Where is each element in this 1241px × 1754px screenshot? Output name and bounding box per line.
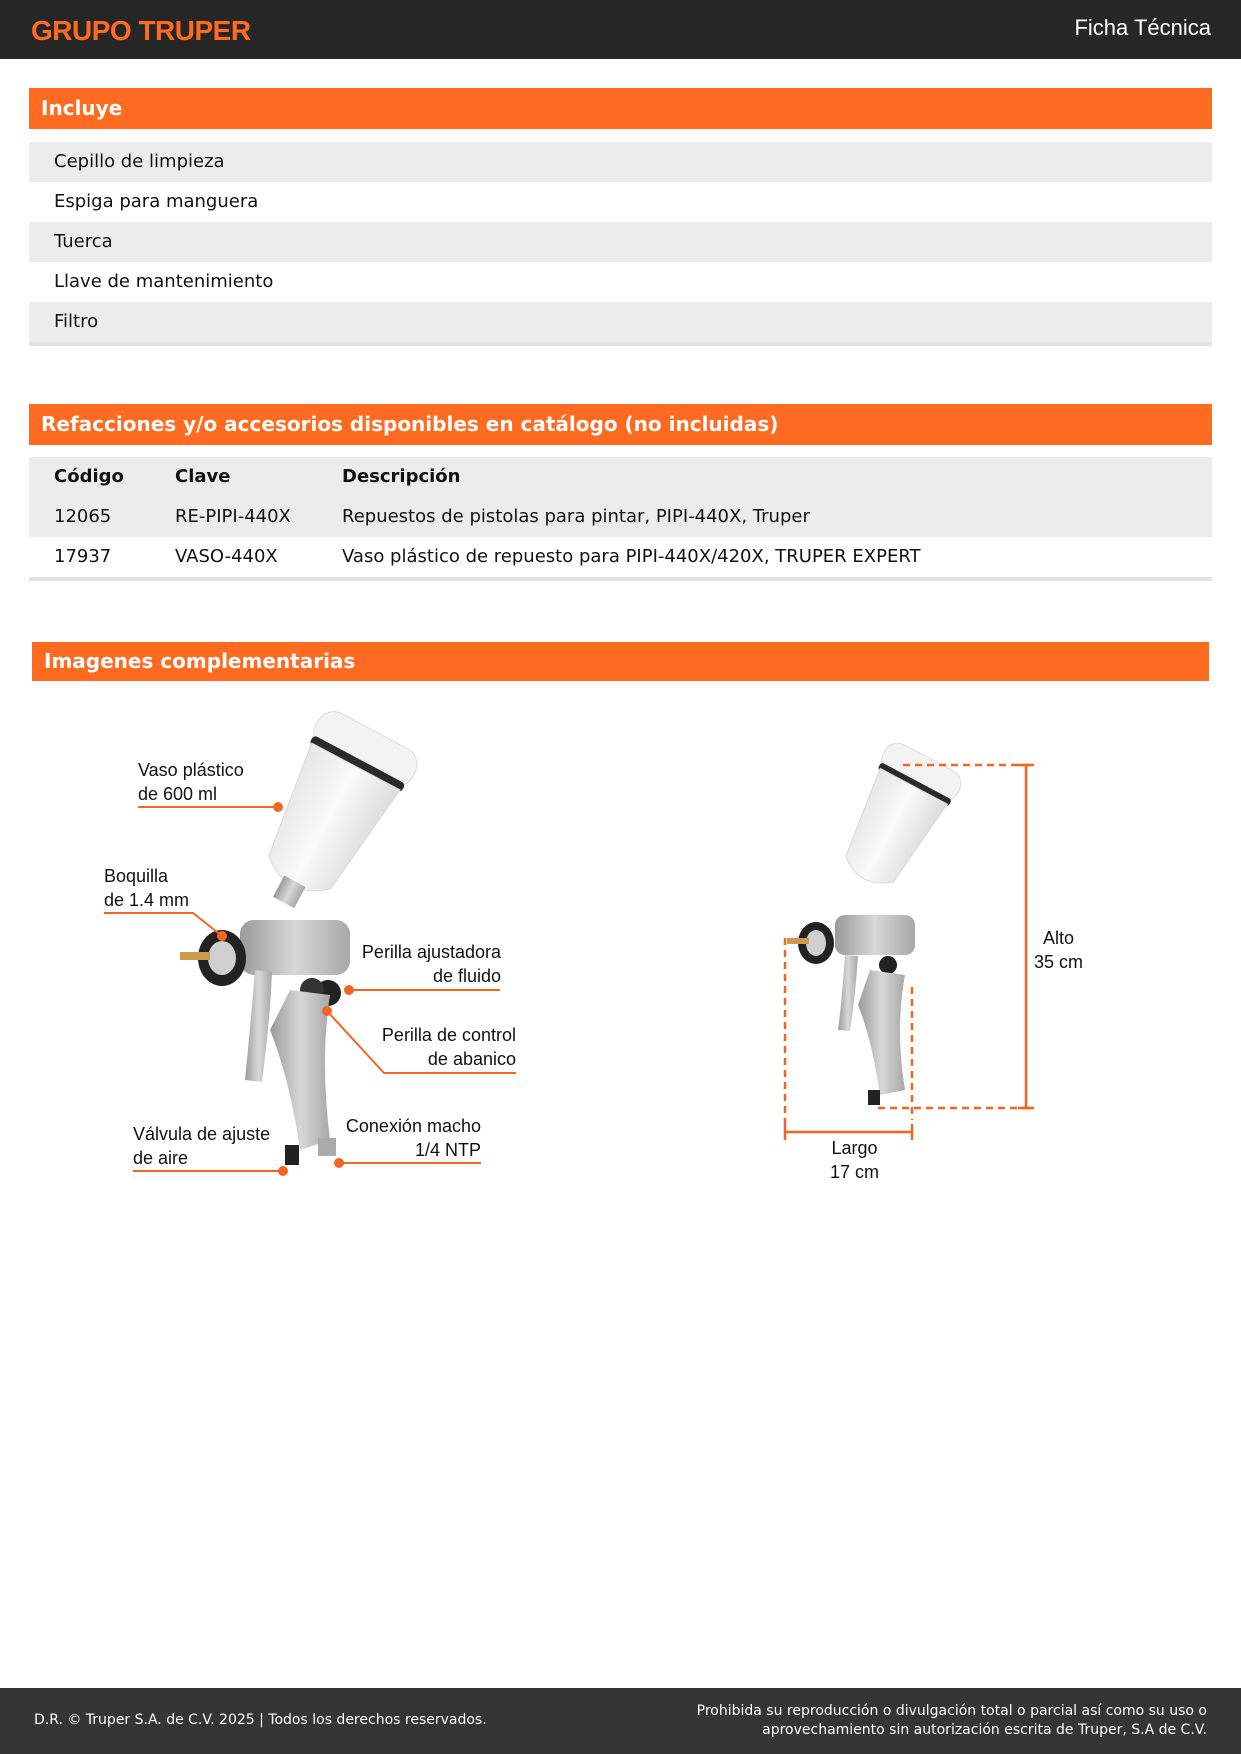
callout-fan-knob: Perilla de control de abanico — [381, 1025, 516, 1069]
legal-notice: Prohibida su reproducción o divulgación total o parcial así como su uso o aprovechamiento sin autorización escrita de Truper, S.A de C.V. — [696, 1703, 1207, 1738]
column-header-description: Descripción — [342, 466, 461, 487]
accessories-table — [29, 457, 1212, 581]
copyright-text: D.R. © Truper S.A. de C.V. 2025 | Todos los derechos reservados. — [34, 1712, 487, 1728]
list-item: Filtro — [29, 302, 1212, 342]
brand-logo: GRUPO TRUPER — [31, 15, 251, 46]
divider — [29, 577, 1212, 581]
list-item: Espiga para manguera — [54, 191, 259, 212]
dimension-height: Alto 35 cm — [1034, 928, 1084, 972]
divider — [29, 342, 1212, 346]
column-header-key: Clave — [175, 466, 231, 487]
cell-key: RE-PIPI-440X — [175, 506, 291, 527]
cell-code: 12065 — [54, 506, 112, 527]
cell-description: Vaso plástico de repuesto para PIPI-440X/420X, TRUPER EXPERT — [342, 546, 921, 567]
includes-list — [29, 142, 1212, 346]
images-heading: Imagenes complementarias — [32, 642, 1209, 681]
document-type: Ficha Técnica — [1074, 15, 1211, 40]
spray-gun-right-image — [787, 738, 966, 1105]
dimension-length: Largo 17 cm — [830, 1138, 880, 1182]
callout-air-valve: Válvula de ajuste de aire — [133, 1124, 271, 1168]
callout-cup: Vaso plástico de 600 ml — [138, 760, 244, 804]
table-row — [29, 497, 1212, 537]
includes-heading: Incluye — [29, 88, 1212, 129]
footer — [0, 1688, 1241, 1754]
list-item: Tuerca — [29, 222, 1212, 262]
column-header-code: Código — [54, 466, 124, 487]
complementary-images — [0, 700, 1241, 1220]
table-row — [29, 537, 1212, 577]
accessories-heading: Refacciones y/o accesorios disponibles en catálogo (no incluidas) — [29, 404, 1212, 445]
callout-fluid-knob: Perilla ajustadora de fluido — [361, 942, 501, 986]
list-item: Cepillo de limpieza — [29, 142, 1212, 182]
top-bar — [0, 0, 1241, 59]
callout-connector: Conexión macho 1/4 NTP — [345, 1116, 481, 1160]
table-header — [29, 457, 1212, 497]
list-item: Llave de mantenimiento — [54, 271, 274, 292]
cell-code: 17937 — [54, 546, 112, 567]
cell-key: VASO-440X — [175, 546, 278, 567]
callout-nozzle: Boquilla de 1.4 mm — [104, 866, 190, 910]
cell-description: Repuestos de pistolas para pintar, PIPI-440X, Truper — [342, 506, 810, 527]
